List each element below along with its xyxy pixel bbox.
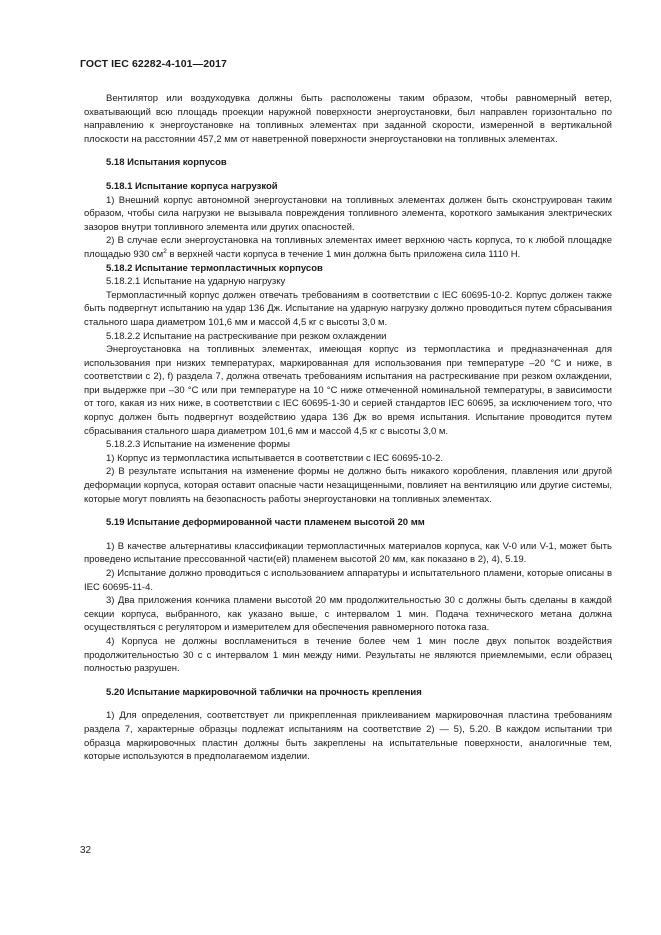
section-5-20-para-1: 1) Для определения, соответствует ли прикрепленная приклеиванием маркировочная пластина требованиям раздела 7, характерные образцы подлежат испытаниям на соответствие 2) — 5), 5.20. В каждом испытании три образца маркировочных пластин должны быть закреплены на испытательные поверхности, аналогичные тем, которые используются в предполагаемом изделии. [84,710,612,763]
section-5-20-title: 5.20 Испытание маркировочной таблички на прочность крепления [106,686,422,698]
section-5-18-title: 5.18 Испытания корпусов [106,157,227,169]
section-5-18-2-2-title: 5.18.2.2 Испытание на растрескивание при резком охлаждении [106,330,387,342]
section-5-18-2-3-para-1: 1) Корпус из термопластика испытывается в соответствии с IEC 60695-10-2. [106,452,444,464]
section-5-18-1-para-2 [84,234,612,261]
section-5-18-2-3-para-2: 2) В результате испытания на изменение формы не должно быть никакого коробления, плавления или другой деформации корпуса, которая оставит опасные части незащищенными, повлияет на вентиляцию или другие системы, которые могут повлиять на безопасность работы энергоустановки на топливных элементах. [84,466,612,505]
section-5-18-1-title: 5.18.1 Испытание корпуса нагрузкой [106,180,278,192]
document-header: ГОСТ IEC 62282-4-101—2017 [80,58,227,70]
section-5-18-2-1-title: 5.18.2.1 Испытание на ударную нагрузку [106,276,286,288]
page-content [84,92,612,764]
section-5-18-2-2-para: Энергоустановка на топливных элементах, имеющая корпус из термопластика и предназначенная для использования при низких температурах, маркированная для использования при температуре –20 °С и ниже, в соответствии с 2), f) раздела 7, должна отвечать требованиям испытания на растрескивание при резком охлаждении, при выдержке при –30 °С или при температуре на 10 °С ниже отмеченной номинальной температуры, в зависимости от того, какая из них ниже, в соответствии с IEC 60695-1-30 и серией стандартов IEC 60695, за исключением того, что корпус должен быть подвергнут воздействию удара 136 Дж во время испытания. Испытание проводится путем сбрасывания стального шара диаметром 101,6 мм и массой 4,5 кг с высоты 3,0 м. [84,344,612,437]
section-5-18-2-1-para: Термопластичный корпус должен отвечать требованиям в соответствии с IEC 60695-10-2. Корпус должен также быть подвергнут испытанию на удар 136 Дж. Испытание на ударную нагрузку должно проводиться путем сбрасывания стального шара диаметром 101,6 мм и массой 4,5 кг с высоты 3,0 м. [84,289,612,328]
page-number: 32 [80,845,92,856]
section-5-19-para-1: 1) В качестве альтернативы классификации термопластичных материалов корпуса, как V-0 или V-1, может быть проведено испытание прессованной части(ей) пламенем высотой 20 мм, как показано в 2), 4), 5.19. [84,540,612,566]
section-5-19-para-3: 3) Два приложения кончика пламени высотой 20 мм продолжительностью 30 с должны быть сделаны в каждой секции корпуса, выбранного, как указано выше, с интервалом 1 мин. Подача технического метана должна осуществляться с регулятором и измерителем для обеспечения равномерного потока газа. [84,595,612,634]
section-5-18-2-3-title: 5.18.2.3 Испытание на изменение формы [106,439,290,451]
section-5-19-para-4: 4) Корпуса не должны воспламениться в течение более чем 1 мин после двух попыток воздействия продолжительностью 30 с с интервалом 1 мин между ними. Результаты не являются приемлемыми, если образец полностью разрушен. [84,635,612,675]
section-5-19-title: 5.19 Испытание деформированной части пламенем высотой 20 мм [106,517,425,529]
section-5-18-2-title: 5.18.2 Испытание термопластичных корпусов [106,262,323,274]
intro-paragraph: Вентилятор или воздуходувка должны быть расположены таким образом, чтобы равномерный ветер, охватывающий всю площадь проекции наружной поверхности энергоустановки, был направлен горизонтально по направлению к энергоустановке на топливных элементах при заданной скорости, измеренной в вертикальной плоскости на расстоянии 457,2 мм от наветренной поверхности энергоустановки на топливных элементах. [84,93,612,145]
section-5-18-1-para-1: 1) Внешний корпус автономной энергоустановки на топливных элементах должен быть сконструирован таким образом, чтобы сила нагрузки не вызывала повреждения топливного элемента, короткого замыкания электрических зазоров внутри топливного элемента или других опасностей. [84,194,612,233]
para-text: в верхней части корпуса в течение 1 мин должна быть приложена сила 1110 Н. [166,248,521,260]
para-text: 2) В случае если энергоустановка на топливных элементах имеет верхнюю часть корпуса, то к любой площадке площадью 930 см [84,235,612,260]
superscript: 2 [163,247,167,255]
section-5-19-para-2: 2) Испытание должно проводиться с использованием аппаратуры и испытательного пламени, которые описаны в IEC 60695-11-4. [84,568,612,593]
